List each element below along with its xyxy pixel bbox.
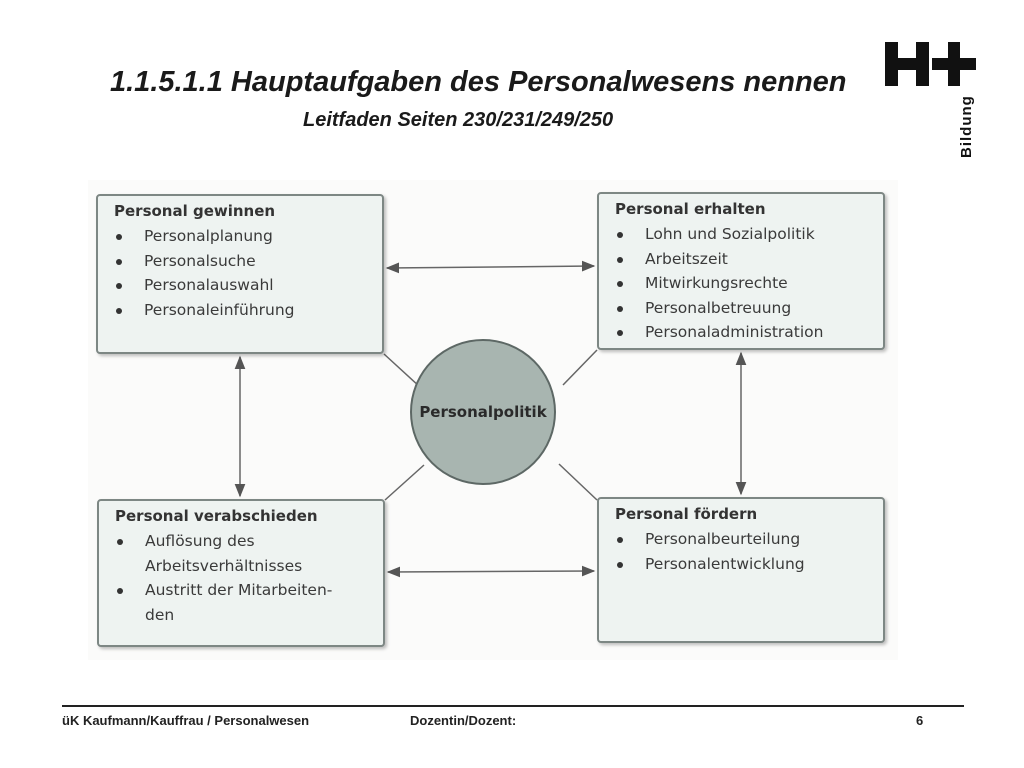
box-personal-verabschieden [97, 499, 385, 647]
list-item: Personalentwicklung [615, 552, 873, 577]
list-item: Personaladministration [615, 320, 873, 345]
slide-subtitle: Leitfaden Seiten 230/231/249/250 [303, 109, 614, 131]
list-item: Personalbeurteilung [615, 527, 873, 552]
box-personal-foerdern [597, 497, 885, 643]
footer-course: üK Kaufmann/Kauffrau / Personalwesen [62, 713, 310, 728]
logo-bildung-text: Bildung [958, 95, 975, 158]
list-item-continuation: den [145, 605, 175, 624]
list-item: Austritt der Mitarbeiten- [115, 578, 373, 603]
list-item: Personalauswahl [114, 273, 372, 298]
footer-page-number: 6 [916, 713, 924, 728]
box-personal-gewinnen [96, 194, 384, 354]
list-item-continuation: Arbeitsverhältnisses [145, 556, 303, 575]
list-item: Personaleinführung [114, 298, 372, 323]
list-item: Personalsuche [114, 249, 372, 274]
center-circle-personalpolitik [410, 339, 556, 485]
slide-title: 1.1.5.1.1 Hauptaufgaben des Personalwesens nennen [110, 66, 847, 98]
box-title: Personal verabschieden [115, 507, 318, 525]
center-label: Personalpolitik [419, 403, 547, 421]
box-title: Personal gewinnen [114, 202, 276, 220]
list-item: Personalbetreuung [615, 296, 873, 321]
box-title: Personal fördern [615, 505, 758, 523]
footer-divider [62, 705, 964, 707]
box-title: Personal erhalten [615, 200, 766, 218]
footer-lecturer: Dozentin/Dozent: [410, 713, 517, 728]
list-item: Auflösung des [115, 529, 373, 554]
list-item: Personalplanung [114, 224, 372, 249]
list-item: Mitwirkungsrechte [615, 271, 873, 296]
list-item: Arbeitszeit [615, 247, 873, 272]
box-personal-erhalten [597, 192, 885, 350]
list-item: Lohn und Sozialpolitik [615, 222, 873, 247]
